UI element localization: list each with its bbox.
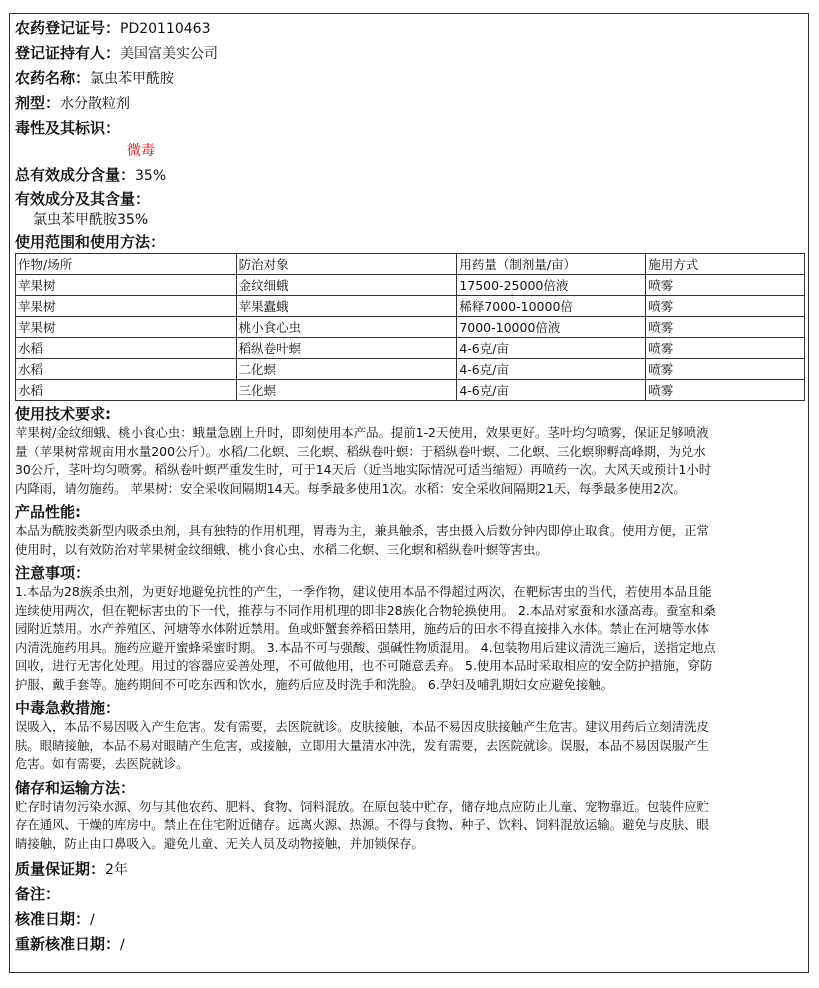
text-line: 误吸入，本品不易因吸入产生危害。发有需要，去医院就诊。皮肤接触，本品不易因皮肤接触产生危害。建议用药后立刻清洗皮	[15, 719, 709, 734]
reg-no-value: PD20110463	[120, 21, 211, 37]
cell-crop: 水稻	[16, 380, 237, 401]
ingredient-value: 氯虫苯甲酰胺35%	[33, 212, 149, 228]
usage-table	[15, 253, 805, 401]
text-line: 苹果树/金纹细蛾、桃小食心虫：蛾量急剧上升时，即刻使用本产品。提前1-2天使用，效果更好。茎叶均匀喷雾，保证足够喷液	[15, 425, 709, 440]
total-row	[15, 163, 803, 188]
approve-value: /	[90, 912, 95, 928]
reg-no-label: 农药登记证号：	[15, 19, 121, 37]
toxicity-value: 微毒	[127, 143, 155, 159]
name-value: 氯虫苯甲酰胺	[90, 71, 175, 87]
text-line: 量（苹果树常规亩用水量200公斤）。水稻/二化螟、三化螟、稻纵卷叶螟：于稻纵卷叶螟、二化螟、三化螟卵孵高峰期，为兑水	[15, 443, 706, 459]
text-line: 存在通风、干燥的库房中。禁止在住宅附近储存。远离火源、热源。不得与食物、种子、饮料、饲料混放运输。避免与皮肤、眼	[15, 817, 709, 832]
performance-title: 产品性能:	[15, 503, 81, 521]
text-line: 回收，进行无害化处理。用过的容器应妥善处理，不可做他用，也不可随意丢弃。 5.使用本品时采取相应的安全防护措施，穿防	[15, 658, 713, 673]
text-line: 使用时，以有效防治对苹果树金纹细蛾、桃小食心虫、水稻二化螟、三化螟和稻纵卷叶螟等害虫。	[15, 541, 548, 557]
approve-label: 核准日期：	[15, 910, 91, 928]
ingredient-row	[15, 188, 803, 210]
reapprove-label: 重新核准日期：	[15, 935, 121, 953]
cell-dosage: 稀释7000-10000倍	[457, 296, 646, 317]
name-label: 农药名称：	[15, 69, 91, 87]
holder-value: 美国富美实公司	[120, 46, 219, 62]
storage-title: 储存和运输方法：	[15, 778, 136, 797]
reapprove-value: /	[120, 937, 125, 953]
header-target: 防治对象	[236, 254, 457, 275]
quality-label: 质量保证期：	[15, 860, 106, 878]
form-label: 剂型：	[15, 94, 61, 112]
form-row	[15, 91, 803, 116]
holder-row	[15, 41, 803, 66]
cell-target: 三化螟	[236, 380, 457, 401]
cell-method: 喷雾	[646, 380, 805, 401]
quality-value: 2年	[105, 862, 128, 878]
cell-method: 喷雾	[646, 275, 805, 296]
text-line: 危害。如有需要，去医院就诊。	[15, 756, 189, 771]
text-line: 护服、戴手套等。施药期间不可吃东西和饮水，施药后应及时洗手和洗脸。 6.孕妇及哺乳期妇女应避免接触。	[15, 676, 614, 692]
name-row	[15, 66, 803, 91]
cell-target: 苹果蠹蛾	[236, 296, 457, 317]
cell-dosage: 17500-25000倍液	[457, 275, 646, 296]
cell-dosage: 4-6克/亩	[457, 359, 646, 380]
table-row	[16, 275, 805, 296]
cell-method: 喷雾	[646, 338, 805, 359]
cell-target: 稻纵卷叶螟	[236, 338, 457, 359]
text-line: 内降雨，请勿施药。 苹果树：安全采收间隔期14天。每季最多使用1次。水稻：安全采收间隔期21天，每季最多使用2次。	[15, 480, 686, 496]
cell-crop: 苹果树	[16, 275, 237, 296]
text-line: 连续使用两次，但在靶标害虫的下一代，推荐与不同作用机理的即非28族化合物轮换使用。 2.本品对家蚕和水溞高毒。蚕室和桑	[15, 602, 716, 618]
first-aid-title: 中毒急救措施：	[15, 699, 121, 717]
remark-label: 备注：	[15, 885, 61, 903]
text-line: 贮存时请勿污染水源、勿与其他农药、肥料、食物、饲料混放。在原包装中贮存，储存地点应防止儿童、宠物靠近。包装件应贮	[15, 798, 709, 814]
remark-row	[15, 882, 803, 907]
cell-target: 桃小食心虫	[236, 317, 457, 338]
quality-row	[15, 857, 803, 882]
table-row	[16, 296, 805, 317]
first-aid-text	[15, 718, 803, 774]
table-row	[16, 338, 805, 359]
form-value: 水分散粒剂	[60, 96, 131, 112]
text-line: 睛接触，防止由口鼻吸入。避免儿童、无关人员及动物接触，并加锁保存。	[15, 835, 424, 851]
total-label: 总有效成分含量：	[15, 166, 136, 184]
cell-dosage: 7000-10000倍液	[457, 317, 646, 338]
toxicity-row	[15, 116, 803, 141]
text-line: 肤。眼睛接触，本品不易对眼睛产生危害，或接触，立即用大量清水冲洗，发有需要，去医院就诊。误服，本品不易因误服产生	[15, 737, 709, 753]
header-crop: 作物/场所	[16, 254, 237, 275]
tech-title: 使用技术要求:	[15, 405, 111, 423]
cell-dosage: 4-6克/亩	[457, 380, 646, 401]
cell-method: 喷雾	[646, 359, 805, 380]
toxicity-label: 毒性及其标识：	[15, 119, 121, 137]
performance-text	[15, 522, 803, 559]
text-line: 园附近禁用。水产养殖区、河塘等水体附近禁用。鱼或虾蟹套养稻田禁用，施药后的田水不得直接排入水体。禁止在河塘等水体	[15, 621, 709, 636]
reapprove-row	[15, 932, 803, 957]
precautions-text	[15, 583, 803, 694]
cell-target: 金纹细蛾	[236, 275, 457, 296]
table-row	[16, 359, 805, 380]
cell-method: 喷雾	[646, 296, 805, 317]
precautions-title: 注意事项：	[15, 564, 91, 582]
text-line: 内清洗施药用具。施药应避开蜜蜂采蜜时期。 3.本品不可与强酸、强碱性物质混用。 4.包装物用后建议清洗三遍后，送指定地点	[15, 639, 716, 655]
total-value: 35%	[135, 168, 167, 184]
reg-no-row	[15, 16, 803, 41]
cell-crop: 苹果树	[16, 296, 237, 317]
label-document	[9, 13, 809, 973]
storage-text	[15, 798, 803, 854]
usage-title: 使用范围和使用方法：	[15, 233, 166, 251]
tech-text	[15, 424, 803, 498]
table-row	[16, 317, 805, 338]
cell-method: 喷雾	[646, 317, 805, 338]
cell-target: 二化螟	[236, 359, 457, 380]
text-line: 本品为酰胺类新型内吸杀虫剂，具有独特的作用机理，胃毒为主，兼具触杀，害虫摄入后数分钟内即停止取食。使用方便，正常	[15, 523, 709, 538]
usage-table-header	[16, 254, 805, 275]
cell-crop: 水稻	[16, 338, 237, 359]
cell-crop: 苹果树	[16, 317, 237, 338]
approve-row	[15, 907, 803, 932]
cell-dosage: 4-6克/亩	[457, 338, 646, 359]
holder-label: 登记证持有人：	[15, 44, 121, 62]
text-line: 1.本品为28族杀虫剂，为更好地避免抗性的产生，一季作物，建议使用本品不得超过两次，在靶标害虫的当代，若使用本品且能	[15, 584, 712, 599]
cell-crop: 水稻	[16, 359, 237, 380]
header-method: 施用方式	[646, 254, 805, 275]
header-dosage: 用药量（制剂量/亩）	[457, 254, 646, 275]
ingredient-label: 有效成分及其含量：	[15, 190, 151, 208]
table-row	[16, 380, 805, 401]
text-line: 30公斤，茎叶均匀喷雾。稻纵卷叶螟严重发生时，可于14天后（近当地实际情况可适当缩短）再喷药一次。大风天或预计1小时	[15, 462, 712, 477]
